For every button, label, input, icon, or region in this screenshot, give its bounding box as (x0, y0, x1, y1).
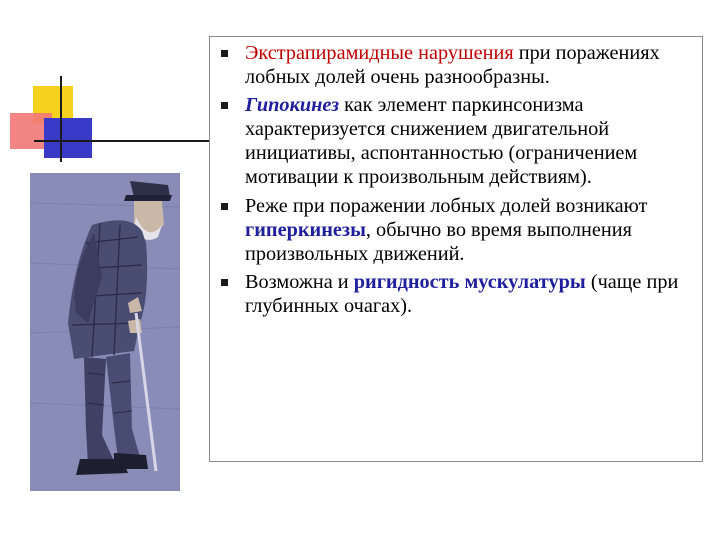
highlighted-term: Экстрапирамидные нарушения (245, 42, 514, 64)
bullet-item (210, 41, 704, 89)
bullet-text: при поражениях лобных долей очень разнообразны. (245, 42, 660, 89)
bullet-item (210, 93, 704, 189)
bullet-text: , обычно во время выполнения произвольных движений. (245, 218, 632, 265)
bullet-square-icon (221, 279, 228, 286)
bullet-list (210, 41, 704, 318)
elderly-man-illustration (30, 173, 180, 491)
bullet-item (210, 194, 704, 266)
bullet-square-icon (221, 203, 228, 210)
bullet-text: (чаще при глубинных очагах). (245, 270, 679, 317)
decor-vertical-line (60, 76, 62, 162)
decor-horizontal-line (34, 140, 212, 142)
decor-blue-square (44, 118, 92, 158)
bullet-text: Реже при поражении лобных долей возникают (245, 194, 648, 217)
highlighted-term: ригидность мускулатуры (353, 270, 586, 293)
bullet-square-icon (221, 102, 228, 109)
bullet-item (210, 270, 704, 318)
bullet-text: как элемент паркинсонизма характеризуется снижением двигательной инициативы, аспонтанностью (ограничением мотивации к произвольным действиям). (245, 94, 638, 189)
highlighted-term: гиперкинезы (245, 218, 366, 241)
bullet-text: Возможна и (245, 270, 354, 293)
highlighted-term: Гипокинез (245, 94, 340, 117)
content-text-box (209, 36, 703, 462)
bullet-square-icon (221, 50, 228, 57)
